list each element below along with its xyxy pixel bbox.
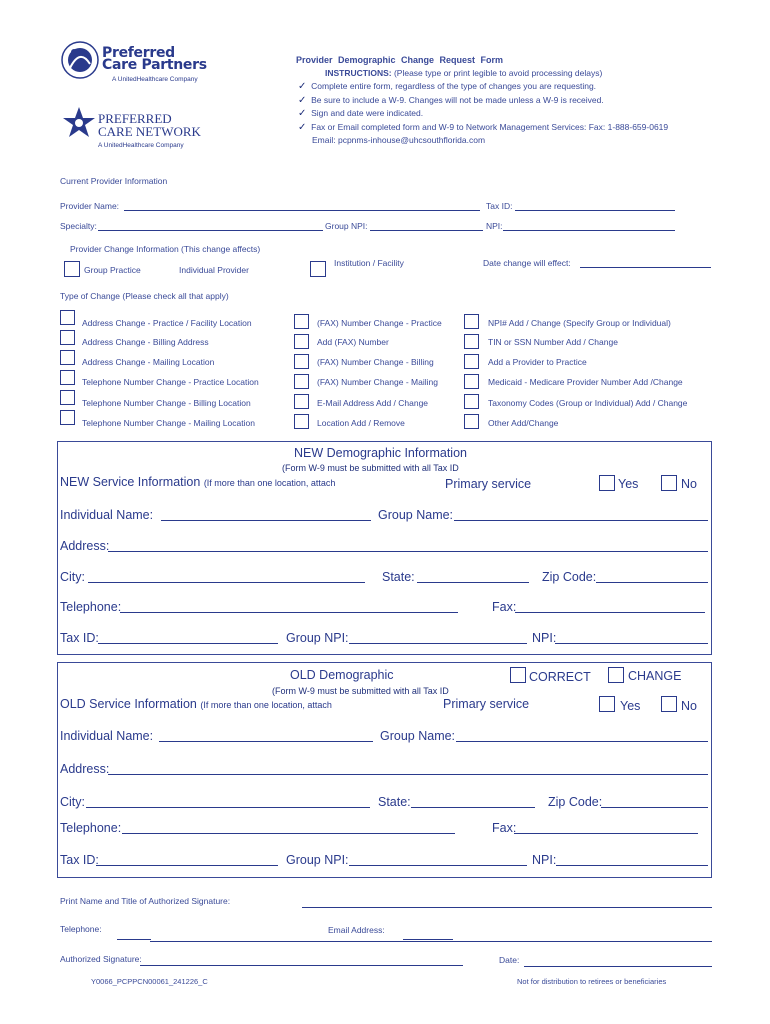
instruction-bullet: ✓ Sign and date were indicated. (298, 108, 424, 119)
new-npi-label: NPI: (532, 631, 557, 645)
change-option-label: NPI# Add / Change (Specify Group or Individual) (488, 318, 671, 328)
change-option-label: E-Mail Address Add / Change (317, 398, 429, 408)
date-change-label: Date change will effect: (483, 258, 571, 268)
change-option-label: Taxonomy Codes (Group or Individual) Add / Change (488, 398, 688, 408)
old-npi-label: NPI: (532, 853, 557, 867)
old-primary-service: Primary service (443, 697, 530, 711)
pcn-star-icon (62, 106, 96, 140)
change-checkbox[interactable] (60, 390, 75, 405)
group-practice-label: Group Practice (84, 265, 141, 275)
change-checkbox[interactable] (60, 350, 75, 365)
new-individual-label: Individual Name: (60, 508, 154, 522)
new-w9-note: (Form W-9 must be submitted with all Tax ID (282, 463, 459, 473)
new-group-npi-label: Group NPI: (286, 631, 349, 645)
new-tax-id-field[interactable] (98, 643, 278, 644)
old-individual-field[interactable] (159, 741, 373, 742)
old-correct-checkbox[interactable] (510, 667, 526, 683)
change-option-label: Medicaid - Medicare Provider Number Add /Change (488, 377, 683, 387)
old-no-label: No (681, 699, 697, 713)
change-checkbox[interactable] (464, 374, 479, 389)
npi-label: NPI: (486, 221, 503, 231)
change-option-label: Telephone Number Change - Practice Location (82, 377, 259, 387)
change-checkbox[interactable] (60, 310, 75, 325)
change-checkbox[interactable] (60, 330, 75, 345)
old-address-label: Address: (60, 762, 110, 776)
change-checkbox[interactable] (294, 394, 309, 409)
npi-field[interactable] (503, 230, 675, 231)
change-checkbox[interactable] (294, 374, 309, 389)
old-city-label: City: (60, 795, 85, 809)
new-state-label: State: (382, 570, 415, 584)
new-address-field[interactable] (108, 551, 708, 552)
old-change-label: CHANGE (628, 669, 682, 683)
pcn-name-line2: CARE NETWORK (98, 124, 201, 139)
footer-code: Y0066_PCPPCN00061_241226_C (91, 977, 208, 986)
sig-email-label: Email Address: (328, 925, 385, 935)
pcn-name-line1: PREFERRED (98, 111, 172, 126)
current-heading: Current Provider Information (60, 176, 168, 186)
type-change-heading: Type of Change (Please check all that apply) (60, 291, 229, 301)
new-zip-label: Zip Code: (542, 570, 597, 584)
change-affects-label: Provider Change Information (This change affects) (70, 244, 261, 254)
old-group-npi-label: Group NPI: (286, 853, 349, 867)
pcp-logo (60, 40, 230, 86)
instruction-bullet: ✓ Complete entire form, regardless of the type of changes you are requesting. (298, 81, 597, 92)
old-group-field[interactable] (456, 741, 708, 742)
change-checkbox[interactable] (294, 314, 309, 329)
authorized-signature-field[interactable] (140, 965, 463, 966)
old-individual-label: Individual Name: (60, 729, 154, 743)
new-no-checkbox[interactable] (661, 475, 677, 491)
sig-email-field[interactable] (403, 939, 453, 940)
old-fax-field[interactable] (514, 833, 698, 834)
change-checkbox[interactable] (464, 314, 479, 329)
old-npi-field[interactable] (556, 865, 708, 866)
pcp-emblem-icon (60, 40, 100, 80)
pcp-name-line2: Care Partners (102, 57, 207, 73)
change-checkbox[interactable] (464, 354, 479, 369)
new-yes-label: Yes (618, 477, 639, 491)
tax-id-label: Tax ID: (486, 201, 513, 211)
new-no-label: No (681, 477, 697, 491)
sig-telephone-field[interactable] (117, 939, 151, 940)
old-section-title: OLD Demographic (290, 668, 394, 682)
change-option-label: Telephone Number Change - Mailing Location (82, 418, 255, 428)
print-name-field[interactable] (302, 907, 712, 908)
old-state-field[interactable] (411, 807, 535, 808)
new-fax-label: Fax: (492, 600, 517, 614)
old-telephone-field[interactable] (122, 833, 455, 834)
footer-note: Not for distribution to retirees or beneficiaries (517, 977, 667, 986)
sig-telephone-label: Telephone: (60, 924, 102, 934)
new-telephone-field[interactable] (120, 612, 458, 613)
change-option-label: Address Change - Mailing Location (82, 357, 215, 367)
old-state-label: State: (378, 795, 411, 809)
date-change-field[interactable] (580, 267, 711, 268)
change-checkbox[interactable] (60, 370, 75, 385)
old-yes-checkbox[interactable] (599, 696, 615, 712)
new-group-npi-field[interactable] (349, 643, 527, 644)
old-zip-label: Zip Code: (548, 795, 603, 809)
change-option-label: Address Change - Billing Address (82, 337, 209, 347)
new-fax-field[interactable] (515, 612, 705, 613)
new-city-field[interactable] (88, 582, 365, 583)
institution-label: Institution / Facility (334, 258, 404, 268)
change-checkbox[interactable] (464, 334, 479, 349)
change-checkbox[interactable] (60, 410, 75, 425)
change-checkbox[interactable] (294, 414, 309, 429)
new-demographic-section (57, 441, 712, 655)
old-no-checkbox[interactable] (661, 696, 677, 712)
sig-date-field[interactable] (524, 966, 712, 967)
pcn-logo (62, 104, 232, 150)
change-option-label: Other Add/Change (488, 418, 559, 428)
group-practice-checkbox[interactable] (64, 261, 80, 277)
new-group-field[interactable] (454, 520, 708, 521)
change-checkbox[interactable] (294, 334, 309, 349)
old-address-field[interactable] (108, 774, 708, 775)
new-section-title: NEW Demographic Information (294, 446, 467, 460)
provider-name-label: Provider Name: (60, 201, 120, 211)
new-yes-checkbox[interactable] (599, 475, 615, 491)
old-correct-label: CORRECT (529, 670, 591, 684)
pcn-sub: A UnitedHealthcare Company (98, 142, 184, 149)
pcp-sub: A UnitedHealthcare Company (112, 76, 198, 83)
specialty-label: Specialty: (60, 221, 97, 231)
provider-name-field[interactable] (124, 210, 480, 211)
form-title: Provider Demographic Change Request Form (296, 55, 504, 65)
old-zip-field[interactable] (601, 807, 708, 808)
authorized-signature-label: Authorized Signature: (60, 954, 142, 964)
checkmark-icon: ✓ (298, 108, 307, 119)
individual-provider-label: Individual Provider (179, 265, 249, 275)
change-option-label: (FAX) Number Change - Mailing (317, 377, 438, 387)
new-group-label: Group Name: (378, 508, 454, 522)
old-group-label: Group Name: (380, 729, 456, 743)
old-tax-id-label: Tax ID: (60, 853, 99, 867)
change-option-label: Address Change - Practice / Facility Location (82, 318, 252, 328)
old-service-info: OLD Service Information (If more than one location, attach (60, 697, 332, 711)
group-npi-field[interactable] (370, 230, 483, 231)
change-option-label: Add a Provider to Practice (488, 357, 587, 367)
instructions-label: INSTRUCTIONS: (325, 68, 392, 78)
instruction-bullet: ✓ Be sure to include a W-9. Changes will not be made unless a W-9 is received. (298, 94, 604, 106)
checkmark-icon: ✓ (298, 81, 307, 92)
change-checkbox[interactable] (294, 354, 309, 369)
change-option-label: TIN or SSN Number Add / Change (488, 337, 618, 347)
old-change-checkbox[interactable] (608, 667, 624, 683)
change-option-label: (FAX) Number Change - Billing (317, 357, 434, 367)
new-npi-field[interactable] (555, 643, 708, 644)
checkmark-icon: ✓ (298, 94, 307, 106)
new-zip-field[interactable] (596, 582, 708, 583)
old-telephone-label: Telephone: (60, 821, 122, 835)
specialty-field[interactable] (98, 230, 323, 231)
pcp-name-line1: Preferred (102, 45, 175, 61)
change-option-label: Location Add / Remove (317, 418, 405, 428)
new-individual-field[interactable] (161, 520, 371, 521)
sig-date-label: Date: (499, 955, 520, 965)
old-w9-note: (Form W-9 must be submitted with all Tax ID (272, 686, 449, 696)
instructions (325, 68, 602, 78)
old-fax-label: Fax: (492, 821, 517, 835)
new-address-label: Address: (60, 539, 110, 553)
new-tax-id-label: Tax ID: (60, 631, 99, 645)
institution-checkbox[interactable] (310, 261, 326, 277)
old-yes-label: Yes (620, 699, 641, 713)
new-city-label: City: (60, 570, 85, 584)
checkmark-icon: ✓ (298, 121, 307, 133)
new-primary-service: Primary service (445, 477, 532, 491)
old-city-field[interactable] (86, 807, 370, 808)
group-npi-label: Group NPI: (325, 221, 368, 231)
change-checkbox[interactable] (464, 394, 479, 409)
tax-id-field[interactable] (515, 210, 675, 211)
new-state-field[interactable] (417, 582, 529, 583)
instructions-text: (Please type or print legible to avoid processing delays) (393, 68, 603, 78)
change-option-label: Add (FAX) Number (317, 337, 389, 347)
instruction-bullet: ✓ Fax or Email completed form and W-9 to Network Management Services: Fax: 1-888-659-0619 (298, 121, 669, 133)
old-tax-id-field[interactable] (96, 865, 278, 866)
change-checkbox[interactable] (464, 414, 479, 429)
change-option-label: Telephone Number Change - Billing Location (82, 398, 251, 408)
email-line: Email: pcpnms-inhouse@uhcsouthflorida.com (312, 135, 486, 145)
print-name-label: Print Name and Title of Authorized Signature: (60, 896, 231, 906)
sig-telephone-underline (150, 941, 712, 942)
new-telephone-label: Telephone: (60, 600, 122, 614)
instruction-list (298, 81, 668, 145)
change-option-label: (FAX) Number Change - Practice (317, 318, 442, 328)
new-service-info: NEW Service Information (If more than one location, attach (60, 475, 336, 489)
old-group-npi-field[interactable] (349, 865, 527, 866)
